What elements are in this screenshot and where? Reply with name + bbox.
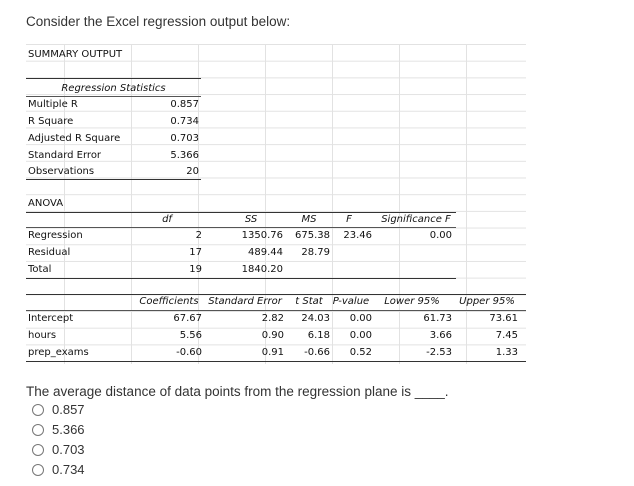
anova-header-rule [26, 227, 456, 228]
coef-row-label: hours [28, 330, 57, 341]
radio-button[interactable] [32, 424, 44, 436]
answer-option[interactable] [32, 422, 85, 437]
coef-t-stat: 6.18 [307, 330, 330, 341]
coef-value: 67.67 [173, 313, 202, 324]
option-label: 0.857 [52, 402, 85, 417]
anova-row-label: Regression [28, 230, 83, 241]
coef-row-label: Intercept [28, 313, 74, 324]
anova-header-f: F [346, 214, 352, 225]
coef-header-upper95: Upper 95% [459, 296, 515, 307]
reg-stat-label: Standard Error [28, 150, 102, 161]
reg-stat-value: 0.857 [170, 99, 199, 110]
question-text: The average distance of data points from the regression plane is ____. [26, 384, 449, 399]
reg-stat-value: 20 [186, 166, 199, 177]
reg-stat-value: 0.703 [170, 133, 199, 144]
coef-header-p-value: P-value [332, 296, 370, 307]
reg-stats-bottom-rule [26, 179, 201, 180]
coef-lower95: 61.73 [423, 313, 452, 324]
coef-t-stat: -0.66 [304, 347, 330, 358]
option-label: 0.734 [52, 462, 85, 477]
answer-option[interactable] [32, 462, 85, 477]
anova-header-sigf: Significance F [381, 214, 451, 225]
answer-option[interactable] [32, 402, 85, 417]
anova-header-ss: SS [244, 214, 258, 225]
anova-ss: 1840.20 [241, 264, 283, 275]
anova-header-ms: MS [301, 214, 317, 225]
coef-upper95: 1.33 [495, 347, 518, 358]
radio-button[interactable] [32, 404, 44, 416]
option-label: 0.703 [52, 442, 85, 457]
coef-header-coefficients: Coefficients [139, 296, 199, 307]
coef-std-error: 0.90 [261, 330, 284, 341]
anova-df: 19 [189, 264, 202, 275]
coef-value: -0.60 [176, 347, 202, 358]
coef-header-rule [26, 310, 526, 311]
reg-stat-label: Observations [28, 166, 95, 177]
anova-df: 2 [195, 230, 202, 241]
reg-stat-label: Adjusted R Square [28, 133, 121, 144]
anova-top-rule [26, 212, 456, 213]
reg-stats-header-rule [26, 96, 201, 97]
anova-ms: 675.38 [295, 230, 330, 241]
coef-bottom-rule [26, 361, 526, 362]
radio-button[interactable] [32, 464, 44, 476]
coef-header-t-stat: t Stat [295, 296, 323, 307]
reg-stat-label: Multiple R [28, 99, 78, 110]
anova-row-label: Total [28, 264, 52, 275]
reg-stat-value: 0.734 [170, 116, 199, 127]
reg-stat-value: 5.366 [170, 150, 199, 161]
answer-option[interactable] [32, 442, 85, 457]
coef-lower95: 3.66 [429, 330, 452, 341]
anova-title: ANOVA [28, 198, 64, 209]
radio-button[interactable] [32, 444, 44, 456]
anova-ss: 489.44 [248, 247, 283, 258]
coef-header-std-error: Standard Error [208, 296, 282, 307]
option-label: 5.366 [52, 422, 85, 437]
anova-df: 17 [189, 247, 202, 258]
reg-stats-header: Regression Statistics [61, 83, 166, 94]
coef-upper95: 7.45 [495, 330, 518, 341]
coef-std-error: 2.82 [261, 313, 284, 324]
anova-f: 23.46 [343, 230, 372, 241]
anova-ms: 28.79 [301, 247, 330, 258]
anova-row-label: Residual [28, 247, 71, 258]
reg-stat-label: R Square [28, 116, 74, 127]
summary-title: SUMMARY OUTPUT [28, 49, 123, 60]
coef-row-label: prep_exams [28, 347, 89, 358]
coef-p-value: 0.52 [349, 347, 372, 358]
question-prompt: Consider the Excel regression output below: [26, 14, 291, 29]
anova-sigf: 0.00 [429, 230, 452, 241]
coef-value: 5.56 [179, 330, 202, 341]
reg-stats-top-rule [26, 78, 201, 79]
coef-lower95: -2.53 [426, 347, 452, 358]
anova-header-df: df [162, 214, 172, 225]
coef-p-value: 0.00 [349, 330, 372, 341]
coef-p-value: 0.00 [349, 313, 372, 324]
excel-regression-output [26, 44, 526, 364]
coef-std-error: 0.91 [261, 347, 284, 358]
anova-ss: 1350.76 [241, 230, 283, 241]
coef-upper95: 73.61 [489, 313, 518, 324]
coef-top-rule [26, 294, 526, 295]
coef-t-stat: 24.03 [301, 313, 330, 324]
coef-header-lower95: Lower 95% [384, 296, 440, 307]
anova-bottom-rule [26, 278, 456, 279]
